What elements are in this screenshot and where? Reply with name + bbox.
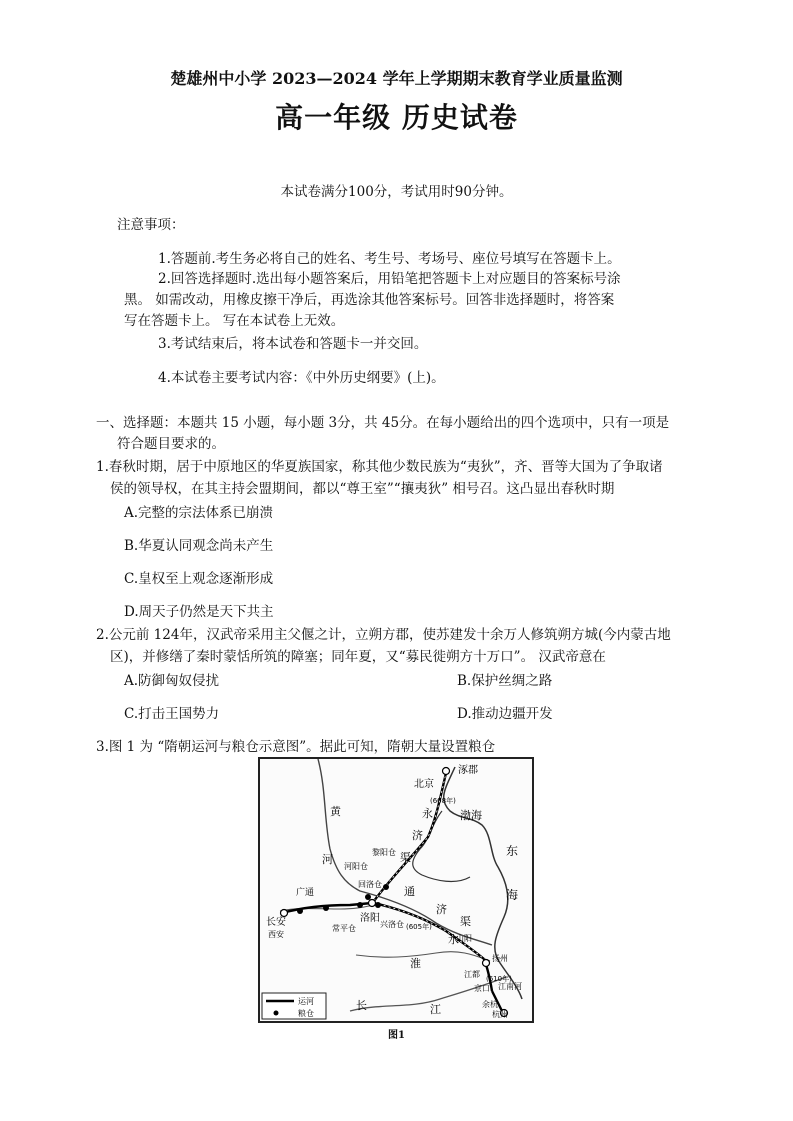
question-2-stem: 2.公元前 124年，汉武帝采用主父偃之计，立朔方郡，使苏建发十余万人修筑朔方城(今内蒙古地 (96, 627, 671, 643)
question-1-stem-cont: 侯的领导权，在其主持会盟期间，都以“尊王室”“攘夷狄” 相号召。这凸显出春秋时期 (110, 481, 615, 497)
label-ji: 济 (412, 829, 423, 842)
question-1-option-a: A.完整的宗法体系已崩溃 (124, 505, 274, 521)
notice-heading: 注意事项： (117, 217, 185, 233)
question-2-option-d: D.推动边疆开发 (457, 706, 553, 722)
label-yuhang: 余杭 (482, 1000, 498, 1009)
legend-granary-dot (274, 1011, 279, 1016)
label-shui: 水 (448, 933, 459, 946)
label-jingkou: 京口 (474, 984, 490, 993)
notice-item-2-cont: 黑。 如需改动，用橡皮擦干净后，再选涂其他答案标号。回答非选择题时，将答案 (124, 292, 615, 308)
city-dot (281, 910, 288, 917)
section-heading-cont: 符合题目要求的。 (117, 436, 225, 452)
exam-title: 高一年级 历史试卷 (275, 101, 518, 134)
notice-item-4: 4.本试卷主要考试内容：《中外历史纲要》(上)。 (158, 370, 445, 386)
granary-dot (383, 884, 389, 890)
question-2-option-b: B.保护丝绸之路 (457, 673, 553, 689)
label-jiangnan: 江南河 (498, 982, 522, 991)
score-line: 本试卷满分100分，考试用时90分钟。 (280, 184, 513, 200)
label-tong-qu: 渠 (460, 915, 471, 928)
label-luoyang: 洛阳 (360, 913, 380, 924)
label-huiluo: 回洛仓 (358, 880, 382, 889)
label-jiangdu: 江都 (464, 970, 480, 979)
yongji-canal (374, 773, 446, 901)
legend-canal-label: 运河 (298, 997, 314, 1006)
map-caption: 图1 (388, 1030, 405, 1041)
label-yellow-2: 河 (322, 853, 333, 866)
label-year605: (605年) (406, 923, 432, 931)
label-yellow-1: 黄 (330, 805, 341, 818)
label-xian: 西安 (268, 930, 284, 939)
label-qu: 渠 (400, 851, 411, 864)
exam-subtitle: 楚雄州中小学 2023—2024 学年上学期期末教育学业质量监测 (170, 69, 623, 88)
label-dong: 东 (506, 844, 519, 858)
legend-box (262, 993, 326, 1019)
canal-dashes-2 (374, 903, 484, 959)
label-xingluo: 兴洛仓 (380, 920, 404, 929)
question-1-option-b: B.华夏认同观念尚未产生 (124, 538, 274, 554)
label-changan: 长安 (266, 917, 286, 928)
granary-dot (323, 905, 329, 911)
label-chang: 长 (356, 999, 367, 1012)
sui-canal-map (258, 757, 534, 1023)
notice-item-1: 1.答题前.考生务必将自己的姓名、考生号、考场号、座位号填写在答题卡上。 (158, 251, 621, 267)
label-beijing: 北京 (414, 779, 434, 790)
city-dot (483, 960, 490, 967)
legend-granary-label: 粮仓 (298, 1009, 314, 1018)
label-tong-ji: 济 (436, 903, 447, 916)
granary-dot (297, 908, 303, 914)
label-liyang: 黎阳仓 (372, 848, 396, 857)
city-dot (369, 900, 376, 907)
label-yangzhou: 扬州 (492, 954, 508, 963)
label-changping: 常平仓 (332, 924, 356, 933)
label-huai: 淮 (410, 957, 421, 970)
label-heyang: 河阳仓 (344, 862, 368, 871)
label-shanyang: 山阳 (456, 934, 472, 943)
notice-item-2: 2.回答选择题时.选出每小题答案后，用铅笔把答题卡上对应题目的答案标号涂 (158, 271, 621, 287)
label-hangzhou: 杭州 (492, 1010, 508, 1019)
huai-river (356, 952, 490, 961)
question-1-option-c: C.皇权至上观念逐渐形成 (124, 571, 274, 587)
question-2-stem-cont: 区)，并修缮了秦时蒙恬所筑的障塞；同年夏，又“募民徙朔方十万口”。 汉武帝意在 (110, 649, 606, 665)
tongji-canal (374, 903, 484, 959)
question-3-stem: 3.图 1 为 “隋朝运河与粮仓示意图”。据此可知，隋朝大量设置粮仓 (96, 739, 496, 755)
label-year610: (610年) (486, 975, 512, 983)
granary-dot (365, 894, 371, 900)
label-year608: (608年) (430, 797, 456, 805)
notice-item-2-cont2: 写在答题卡上。 写在本试卷上无效。 (124, 313, 345, 329)
notice-item-3: 3.考试结束后，将本试卷和答题卡一并交回。 (158, 336, 428, 352)
city-dot (443, 768, 450, 775)
question-1-stem: 1.春秋时期，居于中原地区的华夏族国家，称其他少数民族为“夷狄”，齐、晋等大国为了争取诸 (96, 459, 663, 475)
section-heading: 一、选择题：本题共 15 小题，每小题 3分，共 45分。在每小题给出的四个选项中，只有一项是 (96, 415, 670, 431)
label-jiang: 江 (430, 1003, 441, 1016)
label-zhuojun: 涿郡 (458, 765, 478, 776)
granary-dot (357, 902, 363, 908)
question-1-option-d: D.周天子仍然是天下共主 (124, 604, 274, 620)
label-hai: 海 (506, 888, 519, 902)
label-guangtong: 广通 (296, 888, 315, 898)
label-yong: 永 (422, 807, 433, 820)
question-2-option-c: C.打击王国势力 (124, 706, 220, 722)
label-tong: 通 (404, 885, 415, 898)
canal-dashes (374, 773, 446, 901)
map-svg (260, 759, 532, 1021)
label-bohai: 渤海 (460, 809, 482, 822)
question-2-option-a: A.防御匈奴侵扰 (124, 673, 220, 689)
